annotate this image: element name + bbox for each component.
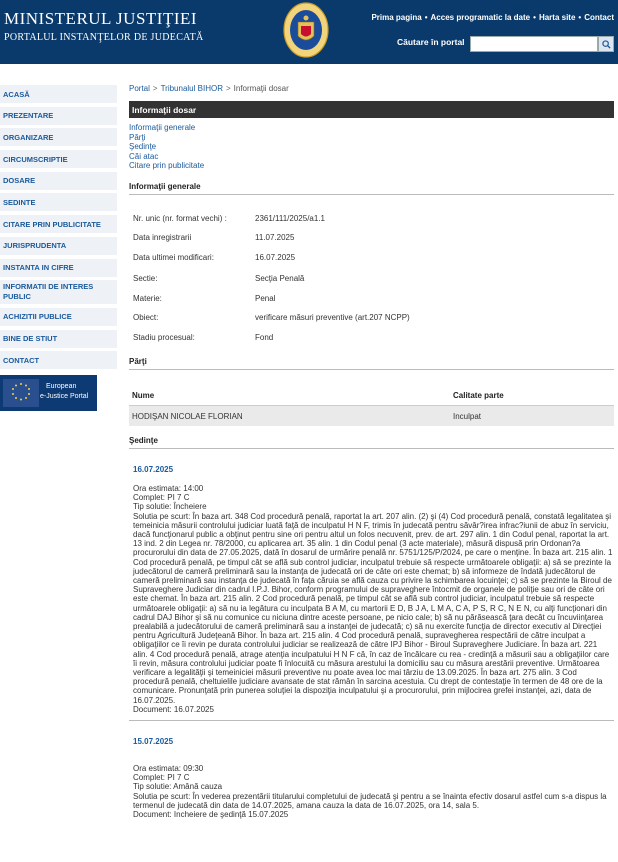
sidebar-item-jurisprudenta[interactable]: JURISPRUDENTA — [0, 237, 117, 256]
hearing-entry — [133, 465, 614, 714]
breadcrumb: Portal > Tribunalul BIHOR > Informaţii dosar — [129, 84, 289, 93]
hearing-time: Ora estimata: 09:30 — [133, 764, 204, 774]
info-value: verificare măsuri preventive (art.207 NCPP) — [255, 313, 410, 323]
info-value: 11.07.2025 — [255, 233, 295, 243]
hearing-date: 15.07.2025 — [133, 737, 174, 747]
sidebar-item-citare[interactable]: CITARE PRIN PUBLICITATE — [0, 215, 117, 234]
info-row — [133, 248, 614, 268]
info-row — [133, 269, 614, 289]
topnav-prima-pagina[interactable]: Prima pagina — [371, 13, 422, 22]
sidebar-item-contact[interactable]: CONTACT — [0, 351, 117, 370]
site-title[interactable]: MINISTERUL JUSTIŢIEI — [4, 9, 198, 28]
site-header — [0, 0, 618, 64]
party-role: Inculpat — [453, 411, 482, 421]
info-row — [133, 289, 614, 309]
top-navigation: Prima pagina • Acces programatic la date • Harta site • Contact — [371, 13, 614, 22]
breadcrumb-portal[interactable]: Portal — [129, 84, 150, 93]
topnav-contact[interactable]: Contact — [584, 13, 614, 22]
parti-heading: Părţi — [129, 357, 614, 370]
hearing-time: Ora estimata: 14:00 — [133, 484, 204, 493]
main-content — [129, 84, 614, 819]
ejustice-line2: e-Justice Portal — [40, 393, 89, 401]
link-cai-atac[interactable]: Căi atac — [129, 151, 159, 161]
link-citare-publicitate[interactable]: Citare prin publicitate — [129, 161, 205, 170]
info-label: Data inregistrarii — [133, 233, 192, 243]
info-label: Stadiu procesual: — [133, 332, 195, 342]
parti-col-name: Nume — [132, 391, 155, 400]
sidebar-item-dosare[interactable]: DOSARE — [0, 172, 117, 191]
site-subtitle[interactable]: PORTALUL INSTANŢELOR DE JUDECATĂ — [4, 32, 204, 43]
search-input[interactable] — [470, 36, 598, 52]
sidebar-item-organizare[interactable]: ORGANIZARE — [0, 128, 117, 147]
hearing-entry — [133, 737, 614, 819]
table-row — [129, 406, 614, 426]
breadcrumb-tribunal[interactable]: Tribunalul BIHOR — [160, 84, 223, 93]
info-label: Obiect: — [133, 313, 159, 323]
sidebar-item-prezentare[interactable]: PREZENTARE — [0, 107, 117, 126]
info-value: Penal — [255, 293, 276, 303]
hearing-solution-type: Tip solutie: Amână cauza — [133, 782, 223, 792]
hearing-solution-text: Solutia pe scurt: În vederea prezentării titularului completului de judecată şi pentru a se înainta efectiv dosarul astfel cum s-a dispus la termenul de judecată din data de 14.07.2025, amana cauza la data de 16.07.2025, ora 14, sala 5. — [133, 791, 607, 810]
sidebar — [0, 85, 117, 411]
sidebar-item-bine-de-stiut[interactable]: BINE DE STIUT — [0, 330, 117, 349]
link-sedinte[interactable]: Şedinţe — [129, 142, 157, 151]
search-button[interactable] — [598, 36, 614, 52]
sedinte-heading: Şedinţe — [129, 436, 614, 449]
hearing-document: Document: 16.07.2025 — [133, 704, 214, 714]
topnav-harta-site[interactable]: Harta site — [538, 13, 576, 22]
ejustice-line1: European — [46, 383, 77, 391]
hearing-solution-text: Solutia pe scurt: În baza art. 348 Cod procedură penală, raportat la art. 207 alin. (2) şi (4) Cod procedură penală, constată legalitatea şi temeinicia măsurii controlului judiciar luată faţă de inculpatul H N F, trimis în judecată pentru săvâr?irea infrac?iunii de abuz în serviciu, dacă funcţionarul public a obţinut pentru sine ori pentru altul un folos necuvenit, prev. de art. 297 alin. 1 din Codul penal, raportat la art. 13 ind. 2 din Legea nr. 78/2000, cu aplicarea art. 35 alin. 1 din Codul penal (3 acte materiale), măsură dispusă prin Ordonan?a procurorului din data de 27.05.2025, dată în dosarul de urmărire penală nr. 5751/125/P/2024, pe care o menţine. În baza art. 215 alin. 1 Cod procedură penală, pe timpul cât se află sub control judiciar, inculpatul trebuie să respecte următoarele obligaţii: a) să se prezinte la judecătorul de cameră preliminară sau la instanţa de judecată ori de câte ori este chemat; b) să informeze de îndată judecătorul de cameră preliminară sau instanţa de judecată în faţa căruia se află cauza cu privire la schimbarea locuinţei; c) să se prezinte la Biroul de Supraveghere Judiciar din cadrul I.P.J. Bihor, conform programului de supraveghere întocmit de organele de poliţie sau ori de câte ori este chemat. În baza art. 215 alin. 2 Cod procedură penală, pe timpul cât se află sub control judiciar, inculpatul trebuie să respecte următoarele obligaţii: a) să nu ia legătura cu inculpata B A M, cu martorii E D, B J A, L M A, C A, P S, R C, N E N, cu alţi funcţionari din cadrul DAJ Bihor şi să nu comunice cu niciuna dintre aceste persoane, pe nicio cale; b) să nu părăsească ţara decât cu încuviinţarea prealabilă a judecătorului de cameră preliminară sau a instanţei de judecată; c) să nu exercite funcţia de director executiv al Direcţiei pentru Agricultură Judeţeană Bihor. În baza art. 215 alin. 4 Cod procedură penală, supravegherea respectării de către inculpat a obligaţiilor ce îi revin pe durata controlului judiciar se realizează de către IPJ Bihor - Biroul Supraveghere Judiciare. În baza art. 221 alin. 4 Cod procedură penală, atrage atenţia inculpatului H N F că, în caz de încălcare cu rea - credinţă a măsurii sau a obligaţiilor care îi revin, măsura controlului judiciar poate fi înlocuită cu măsura arestului la domiciliu sau cu măsura arestării preventive. Următoarea verificare a legalităţii şi temeiniciei măsurii preventive nu poate avea loc mai târziu de 13.09.2025. În baza art. 275 alin. 3 Cod procedură penală, cheltuielile judiciare avansate de stat rămân în sarcina acestuia. Cu drept de contestaţie în termen de 48 ore de la comunicare. Pronunţată prin punerea soluţiei la dispoziţia inculpatului şi a procurorului, prin mijlocirea grefei instanţei, azi, data de 16.07.2025. — [133, 511, 613, 705]
sidebar-item-sedinte[interactable]: SEDINTE — [0, 193, 117, 212]
hearing-date: 16.07.2025 — [133, 465, 174, 474]
eu-flag-icon — [3, 379, 39, 407]
hearing-divider — [129, 720, 614, 721]
sidebar-item-informatii-interes-public[interactable]: INFORMATII DE INTERES PUBLIC — [0, 280, 117, 305]
general-info-table — [133, 209, 614, 348]
ejustice-portal-banner[interactable] — [0, 375, 97, 411]
section-links — [129, 123, 614, 171]
topnav-acces-programatic[interactable]: Acces programatic la date — [430, 13, 531, 22]
info-label: Materie: — [133, 293, 162, 303]
parti-col-role: Calitate parte — [453, 391, 504, 400]
sidebar-item-circumscriptie[interactable]: CIRCUMSCRIPTIE — [0, 150, 117, 169]
hearing-solution-type: Tip solutie: Încheiere — [133, 502, 207, 512]
hearing-document: Document: Incheiere de şedinţă 15.07.2025 — [133, 810, 289, 820]
info-value: Fond — [255, 332, 274, 342]
breadcrumb-current: Informaţii dosar — [233, 84, 289, 93]
sidebar-item-acasa[interactable]: ACASĂ — [0, 85, 117, 104]
sidebar-item-instanta-in-cifre[interactable]: INSTANTA IN CIFRE — [0, 259, 117, 278]
coat-of-arms-icon — [283, 2, 329, 58]
info-row — [133, 328, 614, 348]
hearing-panel: Complet: PI 7 C — [133, 773, 190, 783]
link-informatii-generale[interactable]: Informaţii generale — [129, 123, 196, 132]
link-parti[interactable]: Părţi — [129, 132, 146, 142]
info-row — [133, 228, 614, 248]
general-info-heading: Informaţii generale — [129, 182, 614, 195]
info-value: 2361/111/2025/a1.1 — [255, 213, 325, 223]
info-value: 16.07.2025 — [255, 252, 296, 262]
page-title: Informaţii dosar — [129, 101, 614, 118]
search-icon — [602, 40, 611, 49]
info-label: Nr. unic (nr. format vechi) : — [133, 213, 227, 223]
party-name: HODIŞAN NICOLAE FLORIAN — [132, 411, 243, 421]
info-label: Data ultimei modificari: — [133, 252, 214, 262]
info-row — [133, 209, 614, 229]
hearing-panel: Complet: PI 7 C — [133, 493, 190, 503]
info-row — [133, 308, 614, 328]
parti-table-header — [129, 386, 614, 406]
sidebar-item-achizitii[interactable]: ACHIZITII PUBLICE — [0, 308, 117, 327]
info-label: Sectie: — [133, 274, 158, 284]
search-label: Căutare în portal — [397, 37, 465, 47]
info-value: Secţia Penală — [255, 274, 305, 284]
